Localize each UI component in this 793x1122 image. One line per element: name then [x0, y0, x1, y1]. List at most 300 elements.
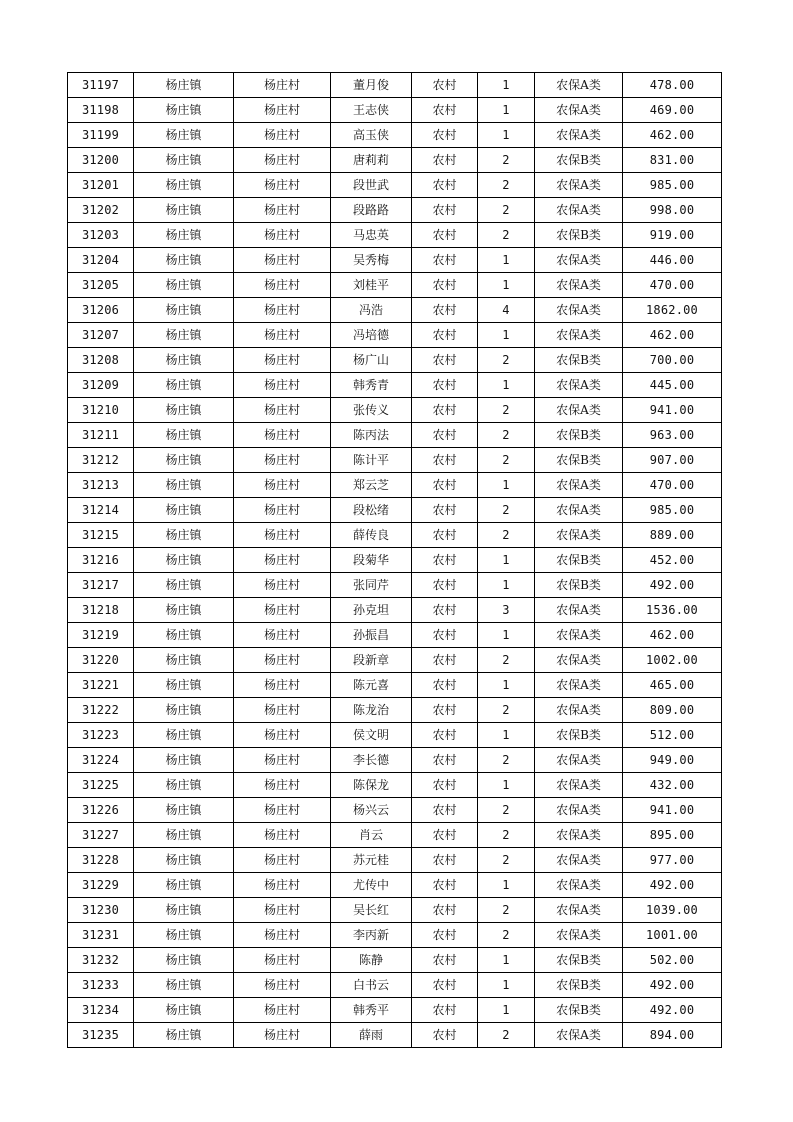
cell-record-id: 31205 [68, 273, 134, 298]
cell-town: 杨庄镇 [134, 273, 234, 298]
table-row [68, 323, 722, 348]
cell-amount: 700.00 [623, 348, 722, 373]
cell-amount: 1536.00 [623, 598, 722, 623]
cell-town: 杨庄镇 [134, 573, 234, 598]
cell-area-type: 农村 [412, 73, 478, 98]
table-row [68, 98, 722, 123]
cell-area-type: 农村 [412, 273, 478, 298]
cell-area-type: 农村 [412, 148, 478, 173]
cell-name: 孙克坦 [331, 598, 412, 623]
cell-name: 陈丙法 [331, 423, 412, 448]
cell-record-id: 31199 [68, 123, 134, 148]
cell-household-count: 2 [478, 398, 535, 423]
cell-record-id: 31202 [68, 198, 134, 223]
cell-area-type: 农村 [412, 973, 478, 998]
cell-name: 陈元喜 [331, 673, 412, 698]
table-row [68, 773, 722, 798]
cell-town: 杨庄镇 [134, 623, 234, 648]
cell-insurance-category: 农保A类 [535, 698, 623, 723]
cell-insurance-category: 农保B类 [535, 423, 623, 448]
cell-household-count: 1 [478, 973, 535, 998]
table-row [68, 748, 722, 773]
cell-insurance-category: 农保A类 [535, 498, 623, 523]
cell-record-id: 31226 [68, 798, 134, 823]
cell-village: 杨庄村 [234, 448, 331, 473]
cell-town: 杨庄镇 [134, 373, 234, 398]
cell-amount: 977.00 [623, 848, 722, 873]
cell-area-type: 农村 [412, 548, 478, 573]
cell-town: 杨庄镇 [134, 348, 234, 373]
cell-insurance-category: 农保A类 [535, 298, 623, 323]
cell-town: 杨庄镇 [134, 323, 234, 348]
cell-town: 杨庄镇 [134, 398, 234, 423]
cell-household-count: 1 [478, 548, 535, 573]
cell-area-type: 农村 [412, 473, 478, 498]
cell-amount: 462.00 [623, 623, 722, 648]
cell-name: 李长德 [331, 748, 412, 773]
cell-village: 杨庄村 [234, 923, 331, 948]
cell-town: 杨庄镇 [134, 723, 234, 748]
cell-household-count: 1 [478, 73, 535, 98]
cell-name: 苏元桂 [331, 848, 412, 873]
cell-household-count: 3 [478, 598, 535, 623]
cell-village: 杨庄村 [234, 173, 331, 198]
cell-household-count: 2 [478, 223, 535, 248]
cell-area-type: 农村 [412, 723, 478, 748]
cell-household-count: 1 [478, 948, 535, 973]
table-row [68, 823, 722, 848]
cell-town: 杨庄镇 [134, 773, 234, 798]
cell-town: 杨庄镇 [134, 748, 234, 773]
cell-insurance-category: 农保B类 [535, 448, 623, 473]
cell-area-type: 农村 [412, 323, 478, 348]
cell-insurance-category: 农保B类 [535, 723, 623, 748]
table-row [68, 398, 722, 423]
cell-household-count: 4 [478, 298, 535, 323]
cell-name: 吴秀梅 [331, 248, 412, 273]
cell-name: 韩秀平 [331, 998, 412, 1023]
cell-amount: 446.00 [623, 248, 722, 273]
cell-insurance-category: 农保A类 [535, 1023, 623, 1048]
cell-name: 董月俊 [331, 73, 412, 98]
table-row [68, 623, 722, 648]
cell-record-id: 31200 [68, 148, 134, 173]
cell-record-id: 31211 [68, 423, 134, 448]
cell-household-count: 1 [478, 873, 535, 898]
cell-insurance-category: 农保A类 [535, 173, 623, 198]
cell-amount: 985.00 [623, 173, 722, 198]
cell-name: 段菊华 [331, 548, 412, 573]
cell-town: 杨庄镇 [134, 298, 234, 323]
table-row [68, 1023, 722, 1048]
cell-record-id: 31218 [68, 598, 134, 623]
cell-village: 杨庄村 [234, 123, 331, 148]
table-row [68, 873, 722, 898]
cell-village: 杨庄村 [234, 648, 331, 673]
table-row [68, 548, 722, 573]
cell-amount: 894.00 [623, 1023, 722, 1048]
cell-area-type: 农村 [412, 448, 478, 473]
table-row [68, 898, 722, 923]
table-row [68, 248, 722, 273]
cell-town: 杨庄镇 [134, 798, 234, 823]
cell-area-type: 农村 [412, 823, 478, 848]
cell-household-count: 1 [478, 323, 535, 348]
cell-area-type: 农村 [412, 523, 478, 548]
cell-record-id: 31217 [68, 573, 134, 598]
cell-household-count: 2 [478, 448, 535, 473]
cell-amount: 492.00 [623, 573, 722, 598]
cell-town: 杨庄镇 [134, 223, 234, 248]
table-row [68, 73, 722, 98]
cell-amount: 445.00 [623, 373, 722, 398]
cell-insurance-category: 农保B类 [535, 948, 623, 973]
cell-insurance-category: 农保A类 [535, 823, 623, 848]
cell-insurance-category: 农保B类 [535, 223, 623, 248]
cell-amount: 432.00 [623, 773, 722, 798]
cell-village: 杨庄村 [234, 598, 331, 623]
cell-insurance-category: 农保A类 [535, 648, 623, 673]
table-row [68, 598, 722, 623]
cell-record-id: 31225 [68, 773, 134, 798]
cell-name: 孙振昌 [331, 623, 412, 648]
cell-insurance-category: 农保A类 [535, 848, 623, 873]
table-row [68, 648, 722, 673]
cell-record-id: 31223 [68, 723, 134, 748]
cell-area-type: 农村 [412, 498, 478, 523]
cell-name: 陈龙治 [331, 698, 412, 723]
cell-area-type: 农村 [412, 748, 478, 773]
cell-amount: 998.00 [623, 198, 722, 223]
cell-town: 杨庄镇 [134, 948, 234, 973]
cell-amount: 1001.00 [623, 923, 722, 948]
cell-insurance-category: 农保A类 [535, 123, 623, 148]
cell-insurance-category: 农保A类 [535, 598, 623, 623]
cell-village: 杨庄村 [234, 948, 331, 973]
cell-name: 陈静 [331, 948, 412, 973]
cell-name: 尤传中 [331, 873, 412, 898]
cell-record-id: 31220 [68, 648, 134, 673]
table-row [68, 348, 722, 373]
cell-town: 杨庄镇 [134, 923, 234, 948]
cell-village: 杨庄村 [234, 898, 331, 923]
cell-name: 陈计平 [331, 448, 412, 473]
cell-town: 杨庄镇 [134, 198, 234, 223]
cell-insurance-category: 农保A类 [535, 73, 623, 98]
cell-area-type: 农村 [412, 198, 478, 223]
cell-town: 杨庄镇 [134, 498, 234, 523]
cell-area-type: 农村 [412, 623, 478, 648]
cell-village: 杨庄村 [234, 973, 331, 998]
cell-amount: 469.00 [623, 98, 722, 123]
cell-area-type: 农村 [412, 573, 478, 598]
cell-insurance-category: 农保A类 [535, 98, 623, 123]
cell-insurance-category: 农保B类 [535, 348, 623, 373]
cell-insurance-category: 农保A类 [535, 748, 623, 773]
table-row [68, 273, 722, 298]
cell-name: 王志侠 [331, 98, 412, 123]
cell-village: 杨庄村 [234, 873, 331, 898]
table-row [68, 298, 722, 323]
cell-amount: 492.00 [623, 873, 722, 898]
cell-household-count: 1 [478, 723, 535, 748]
cell-amount: 985.00 [623, 498, 722, 523]
cell-town: 杨庄镇 [134, 998, 234, 1023]
cell-insurance-category: 农保A类 [535, 398, 623, 423]
cell-village: 杨庄村 [234, 548, 331, 573]
cell-town: 杨庄镇 [134, 698, 234, 723]
cell-amount: 1862.00 [623, 298, 722, 323]
cell-name: 张同芹 [331, 573, 412, 598]
cell-name: 韩秀青 [331, 373, 412, 398]
cell-amount: 492.00 [623, 973, 722, 998]
cell-insurance-category: 农保A类 [535, 473, 623, 498]
cell-insurance-category: 农保A类 [535, 673, 623, 698]
cell-amount: 963.00 [623, 423, 722, 448]
cell-name: 吴长红 [331, 898, 412, 923]
cell-area-type: 农村 [412, 998, 478, 1023]
table-row [68, 698, 722, 723]
cell-household-count: 2 [478, 798, 535, 823]
cell-area-type: 农村 [412, 173, 478, 198]
cell-area-type: 农村 [412, 123, 478, 148]
table-row [68, 998, 722, 1023]
cell-insurance-category: 农保A类 [535, 923, 623, 948]
cell-amount: 889.00 [623, 523, 722, 548]
cell-amount: 941.00 [623, 398, 722, 423]
cell-area-type: 农村 [412, 873, 478, 898]
cell-town: 杨庄镇 [134, 523, 234, 548]
cell-amount: 512.00 [623, 723, 722, 748]
cell-record-id: 31227 [68, 823, 134, 848]
cell-record-id: 31230 [68, 898, 134, 923]
cell-household-count: 2 [478, 923, 535, 948]
cell-insurance-category: 农保A类 [535, 523, 623, 548]
table-row [68, 948, 722, 973]
cell-amount: 462.00 [623, 123, 722, 148]
cell-household-count: 1 [478, 573, 535, 598]
table-row [68, 198, 722, 223]
cell-household-count: 1 [478, 123, 535, 148]
cell-household-count: 2 [478, 173, 535, 198]
cell-amount: 452.00 [623, 548, 722, 573]
cell-name: 白书云 [331, 973, 412, 998]
cell-record-id: 31209 [68, 373, 134, 398]
table-row [68, 373, 722, 398]
cell-name: 冯浩 [331, 298, 412, 323]
cell-insurance-category: 农保A类 [535, 623, 623, 648]
cell-insurance-category: 农保B类 [535, 973, 623, 998]
cell-record-id: 31206 [68, 298, 134, 323]
cell-household-count: 1 [478, 998, 535, 1023]
cell-area-type: 农村 [412, 298, 478, 323]
cell-area-type: 农村 [412, 798, 478, 823]
cell-record-id: 31233 [68, 973, 134, 998]
cell-village: 杨庄村 [234, 623, 331, 648]
cell-area-type: 农村 [412, 248, 478, 273]
cell-name: 段路路 [331, 198, 412, 223]
cell-town: 杨庄镇 [134, 473, 234, 498]
cell-record-id: 31197 [68, 73, 134, 98]
cell-village: 杨庄村 [234, 773, 331, 798]
cell-area-type: 农村 [412, 948, 478, 973]
cell-amount: 907.00 [623, 448, 722, 473]
table-row [68, 423, 722, 448]
cell-amount: 941.00 [623, 798, 722, 823]
cell-household-count: 2 [478, 523, 535, 548]
cell-record-id: 31204 [68, 248, 134, 273]
cell-village: 杨庄村 [234, 98, 331, 123]
cell-area-type: 农村 [412, 373, 478, 398]
cell-village: 杨庄村 [234, 848, 331, 873]
cell-town: 杨庄镇 [134, 548, 234, 573]
cell-town: 杨庄镇 [134, 848, 234, 873]
cell-town: 杨庄镇 [134, 873, 234, 898]
cell-village: 杨庄村 [234, 223, 331, 248]
table-row [68, 523, 722, 548]
cell-village: 杨庄村 [234, 348, 331, 373]
cell-household-count: 2 [478, 423, 535, 448]
cell-name: 段世武 [331, 173, 412, 198]
cell-insurance-category: 农保B类 [535, 548, 623, 573]
cell-amount: 831.00 [623, 148, 722, 173]
cell-insurance-category: 农保A类 [535, 323, 623, 348]
cell-insurance-category: 农保A类 [535, 373, 623, 398]
cell-name: 张传义 [331, 398, 412, 423]
cell-insurance-category: 农保B类 [535, 573, 623, 598]
cell-household-count: 2 [478, 148, 535, 173]
table-body [68, 73, 722, 1048]
cell-household-count: 2 [478, 848, 535, 873]
cell-insurance-category: 农保A类 [535, 873, 623, 898]
cell-household-count: 2 [478, 198, 535, 223]
cell-record-id: 31201 [68, 173, 134, 198]
table-row [68, 148, 722, 173]
cell-household-count: 1 [478, 623, 535, 648]
cell-area-type: 农村 [412, 648, 478, 673]
cell-town: 杨庄镇 [134, 973, 234, 998]
cell-area-type: 农村 [412, 848, 478, 873]
cell-name: 薛传良 [331, 523, 412, 548]
cell-village: 杨庄村 [234, 248, 331, 273]
cell-insurance-category: 农保A类 [535, 248, 623, 273]
cell-insurance-category: 农保A类 [535, 898, 623, 923]
cell-village: 杨庄村 [234, 698, 331, 723]
cell-village: 杨庄村 [234, 148, 331, 173]
cell-amount: 492.00 [623, 998, 722, 1023]
cell-village: 杨庄村 [234, 998, 331, 1023]
cell-village: 杨庄村 [234, 473, 331, 498]
cell-name: 刘桂平 [331, 273, 412, 298]
cell-village: 杨庄村 [234, 823, 331, 848]
cell-amount: 809.00 [623, 698, 722, 723]
cell-area-type: 农村 [412, 1023, 478, 1048]
cell-record-id: 31213 [68, 473, 134, 498]
cell-record-id: 31235 [68, 1023, 134, 1048]
cell-name: 杨兴云 [331, 798, 412, 823]
table-row [68, 923, 722, 948]
cell-town: 杨庄镇 [134, 123, 234, 148]
cell-name: 高玉侠 [331, 123, 412, 148]
cell-village: 杨庄村 [234, 673, 331, 698]
cell-amount: 919.00 [623, 223, 722, 248]
cell-amount: 470.00 [623, 473, 722, 498]
cell-name: 郑云芝 [331, 473, 412, 498]
cell-name: 李丙新 [331, 923, 412, 948]
cell-village: 杨庄村 [234, 748, 331, 773]
cell-household-count: 1 [478, 373, 535, 398]
cell-record-id: 31208 [68, 348, 134, 373]
cell-village: 杨庄村 [234, 723, 331, 748]
cell-name: 段新章 [331, 648, 412, 673]
cell-town: 杨庄镇 [134, 248, 234, 273]
cell-record-id: 31207 [68, 323, 134, 348]
cell-town: 杨庄镇 [134, 598, 234, 623]
cell-insurance-category: 农保B类 [535, 998, 623, 1023]
cell-town: 杨庄镇 [134, 648, 234, 673]
cell-household-count: 2 [478, 1023, 535, 1048]
cell-area-type: 农村 [412, 898, 478, 923]
cell-town: 杨庄镇 [134, 98, 234, 123]
table-row [68, 723, 722, 748]
cell-record-id: 31212 [68, 448, 134, 473]
cell-town: 杨庄镇 [134, 148, 234, 173]
cell-record-id: 31224 [68, 748, 134, 773]
cell-amount: 462.00 [623, 323, 722, 348]
table-row [68, 673, 722, 698]
cell-village: 杨庄村 [234, 398, 331, 423]
cell-record-id: 31210 [68, 398, 134, 423]
cell-village: 杨庄村 [234, 198, 331, 223]
cell-village: 杨庄村 [234, 573, 331, 598]
cell-area-type: 农村 [412, 773, 478, 798]
cell-insurance-category: 农保A类 [535, 198, 623, 223]
cell-record-id: 31215 [68, 523, 134, 548]
cell-household-count: 1 [478, 248, 535, 273]
cell-record-id: 31231 [68, 923, 134, 948]
cell-household-count: 1 [478, 98, 535, 123]
table-row [68, 123, 722, 148]
cell-amount: 470.00 [623, 273, 722, 298]
cell-town: 杨庄镇 [134, 73, 234, 98]
cell-area-type: 农村 [412, 223, 478, 248]
cell-town: 杨庄镇 [134, 823, 234, 848]
cell-amount: 1039.00 [623, 898, 722, 923]
cell-insurance-category: 农保A类 [535, 773, 623, 798]
table-row [68, 848, 722, 873]
cell-area-type: 农村 [412, 598, 478, 623]
cell-record-id: 31234 [68, 998, 134, 1023]
table-row [68, 498, 722, 523]
cell-town: 杨庄镇 [134, 673, 234, 698]
cell-name: 薛雨 [331, 1023, 412, 1048]
cell-household-count: 1 [478, 773, 535, 798]
table-row [68, 798, 722, 823]
cell-record-id: 31219 [68, 623, 134, 648]
cell-record-id: 31229 [68, 873, 134, 898]
cell-household-count: 2 [478, 648, 535, 673]
cell-area-type: 农村 [412, 348, 478, 373]
cell-amount: 502.00 [623, 948, 722, 973]
cell-area-type: 农村 [412, 423, 478, 448]
cell-town: 杨庄镇 [134, 423, 234, 448]
cell-amount: 895.00 [623, 823, 722, 848]
cell-record-id: 31228 [68, 848, 134, 873]
cell-town: 杨庄镇 [134, 898, 234, 923]
cell-area-type: 农村 [412, 398, 478, 423]
cell-area-type: 农村 [412, 98, 478, 123]
cell-amount: 1002.00 [623, 648, 722, 673]
